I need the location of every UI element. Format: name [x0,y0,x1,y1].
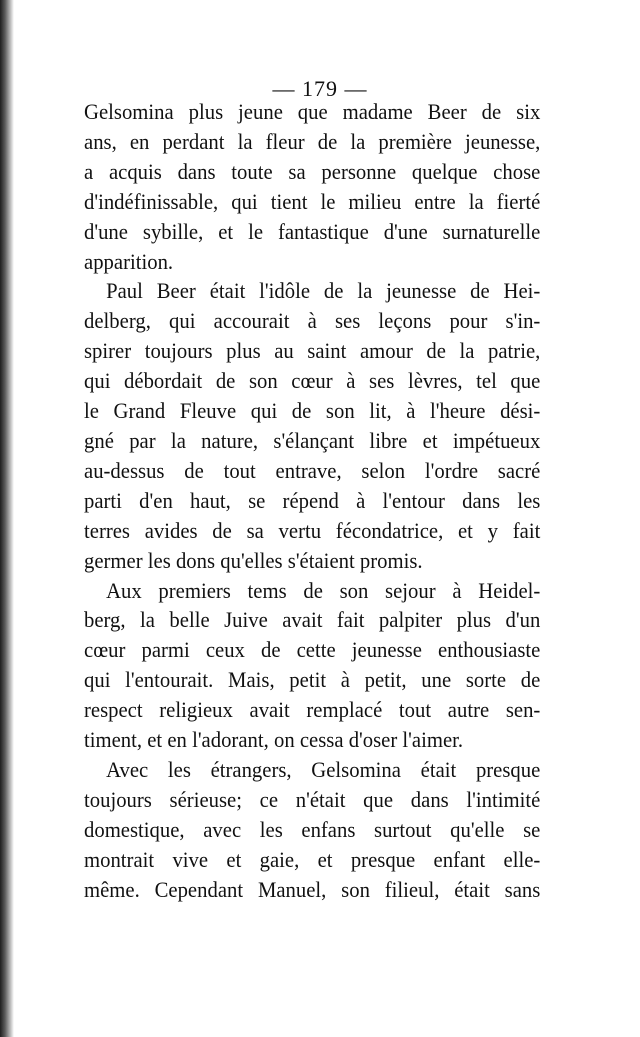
text-line: spirer toujours plus au saint amour de la patrie, [84,338,541,364]
paragraph [84,97,541,276]
text-line: gné par la nature, s'élançant libre et impétueux [84,427,541,453]
text-line: apparition. [84,248,174,274]
paragraph [84,576,541,755]
text-line: même. Cependant Manuel, son filieul, était sans [84,876,541,902]
text-line: montrait vive et gaie, et presque enfant elle- [84,846,541,872]
text-line: Aux premiers tems de son sejour à Heidel- [106,577,541,603]
text-line: Gelsomina plus jeune que madame Beer de six [84,99,541,124]
page-binding-edge [0,0,14,1037]
paragraph [84,755,541,905]
page-number: — 179 — [272,76,368,101]
text-line: qui débordait de son cœur à ses lèvres, tel que [84,368,541,394]
text-line: le Grand Fleuve qui de son lit, à l'heure dési- [84,398,541,424]
text-line: respect religieux avait remplacé tout autre sen- [84,697,541,723]
paragraph [84,276,541,575]
text-line: cœur parmi ceux de cette jeunesse enthousiaste [84,637,541,663]
text-line: ans, en perdant la fleur de la première jeunesse, [84,128,541,154]
body-text [84,97,541,904]
text-line: toujours sérieuse; ce n'était que dans l'intimité [84,786,541,812]
text-line: a acquis dans toute sa personne quelque chose [84,158,541,184]
text-line: delberg, qui accourait à ses leçons pour s'in- [84,308,541,334]
text-line: terres avides de sa vertu fécondatrice, et y fait [84,517,541,543]
text-line: parti d'en haut, se répend à l'entour dans les [84,487,541,513]
text-line: au-dessus de tout entrave, selon l'ordre sacré [84,457,541,483]
text-line: timent, et en l'adorant, on cessa d'oser l'aimer. [84,727,464,753]
text-line: germer les dons qu'elles s'étaient promis. [84,547,423,573]
text-line: Paul Beer était l'idôle de la jeunesse de Hei- [106,278,541,304]
text-line: d'une sybille, et le fantastique d'une surnaturelle [84,218,541,244]
text-line: berg, la belle Juive avait fait palpiter plus d'un [84,607,541,633]
text-line: d'indéfinissable, qui tient le milieu entre la fierté [84,188,541,214]
text-line: domestique, avec les enfans surtout qu'elle se [84,816,541,842]
text-line: qui l'entourait. Mais, petit à petit, une sorte de [84,667,541,693]
text-line: Avec les étrangers, Gelsomina était presque [106,756,541,782]
